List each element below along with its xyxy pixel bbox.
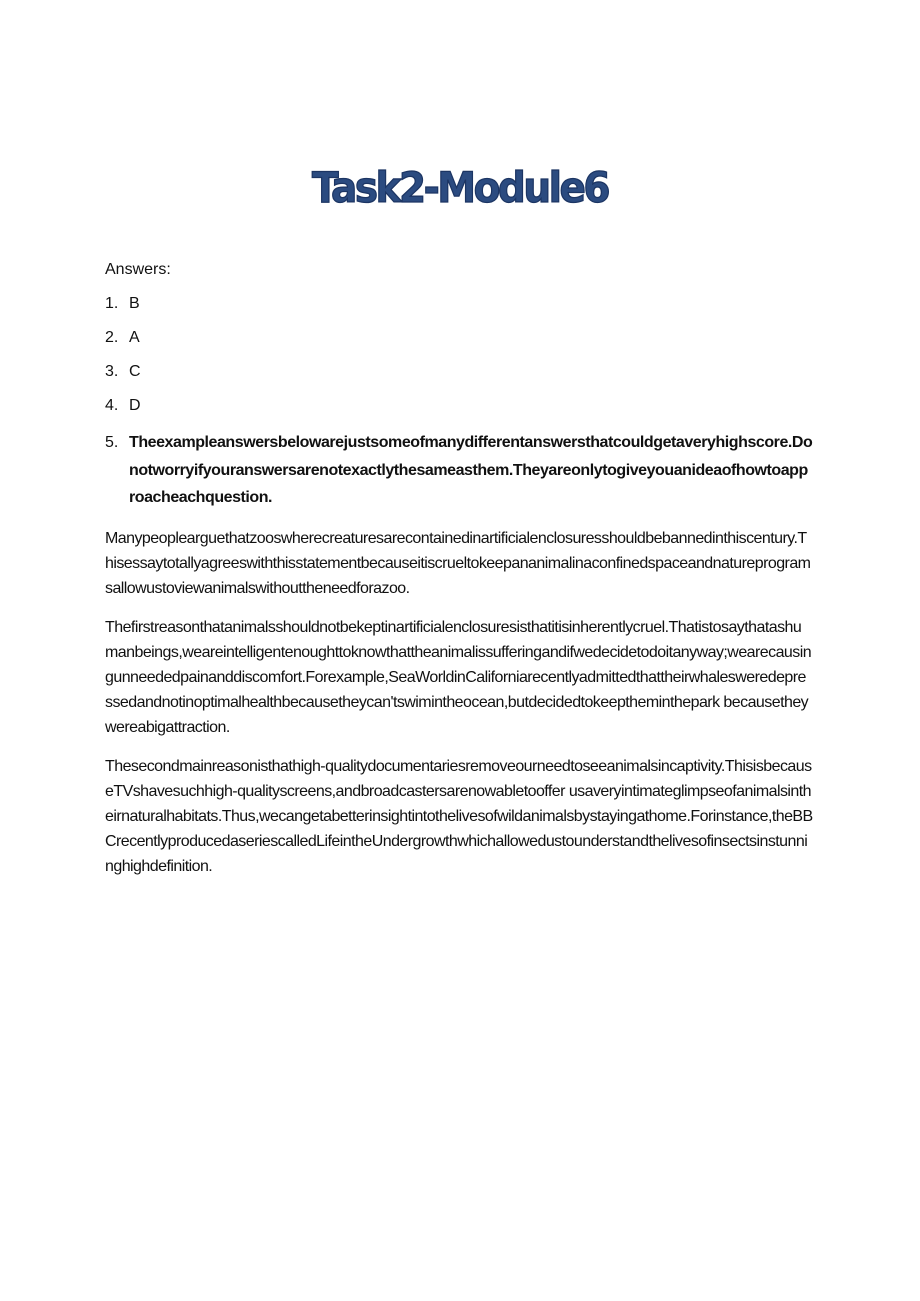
note-text: Theexampleanswersbelowarejustsomeofmanydifferentanswersthatcouldgetaveryhighscore.Donotworryifyouranswersarenotexactlythesameasthem.Theyareonlytogiveyouanideaofhowtoapproacheachquestion.: [129, 434, 813, 506]
answer-item: [105, 293, 813, 315]
note-number: 5.: [105, 434, 119, 451]
answer-value: C: [129, 363, 141, 380]
answer-number: 4.: [105, 397, 119, 414]
page-title: Task2-Module6: [311, 164, 609, 213]
answer-number: 2.: [105, 329, 119, 346]
answer-value: B: [129, 295, 140, 312]
answer-list: [105, 293, 813, 417]
essay-paragraph-second-reason: Thesecondmainreasonisthathigh-qualitydocumentariesremoveourneedtoseeanimalsincaptivity.ThisisbecauseTVshavesuchhigh-qualityscreens,andbroadcastersarenowabletooffer usaveryintimateglimpseofanimalsintheirnaturalhabitats.Thus,wecangetabetterinsightintothelivesofwildanimalsbystayingathome.Forinstance,theBBCrecentlyproducedaseriescalledLifeintheUndergrowthwhichallowedustounderstandthelivesofinsectsinstunninghighdefinition.: [105, 757, 813, 875]
answer-number: 3.: [105, 363, 119, 380]
answer-number: 1.: [105, 295, 119, 312]
answers-label: Answers:: [105, 261, 171, 278]
document-body: [105, 259, 813, 893]
answer-item: [105, 327, 813, 349]
answer-value: A: [129, 329, 140, 346]
instruction-note: [105, 429, 813, 512]
answer-item: [105, 361, 813, 383]
answer-value: D: [129, 397, 141, 414]
essay-paragraph-first-reason: Thefirstreasonthatanimalsshouldnotbekeptinartificialenclosuresisthatitisinherentlycruel.Thatistosaythatashumanbeings,weareintelligentenoughttoknowthattheanimalissufferingandifwedecidetodoitanyway;wearecausingunneededpainanddiscomfort.Forexample,SeaWorldinCaliforniarecentlyadmittedthattheirwhalesweredepressedandnotinoptimalhealthbecausetheycan'tswimintheocean,butdecidedtokeeptheminthepark becausetheywereabigattraction.: [105, 618, 812, 736]
essay-paragraph-intro: Manypeoplearguethatzooswherecreaturesarecontainedinartificialenclosuresshouldbebannedinthiscentury.Thisessaytotallyagreeswiththisstatementbecauseitiscrueltokeepananimalinaconfinedspaceandnatureprogramsallowustoviewanimalswithouttheneedforazoo.: [105, 529, 811, 597]
answer-item: [105, 395, 813, 417]
